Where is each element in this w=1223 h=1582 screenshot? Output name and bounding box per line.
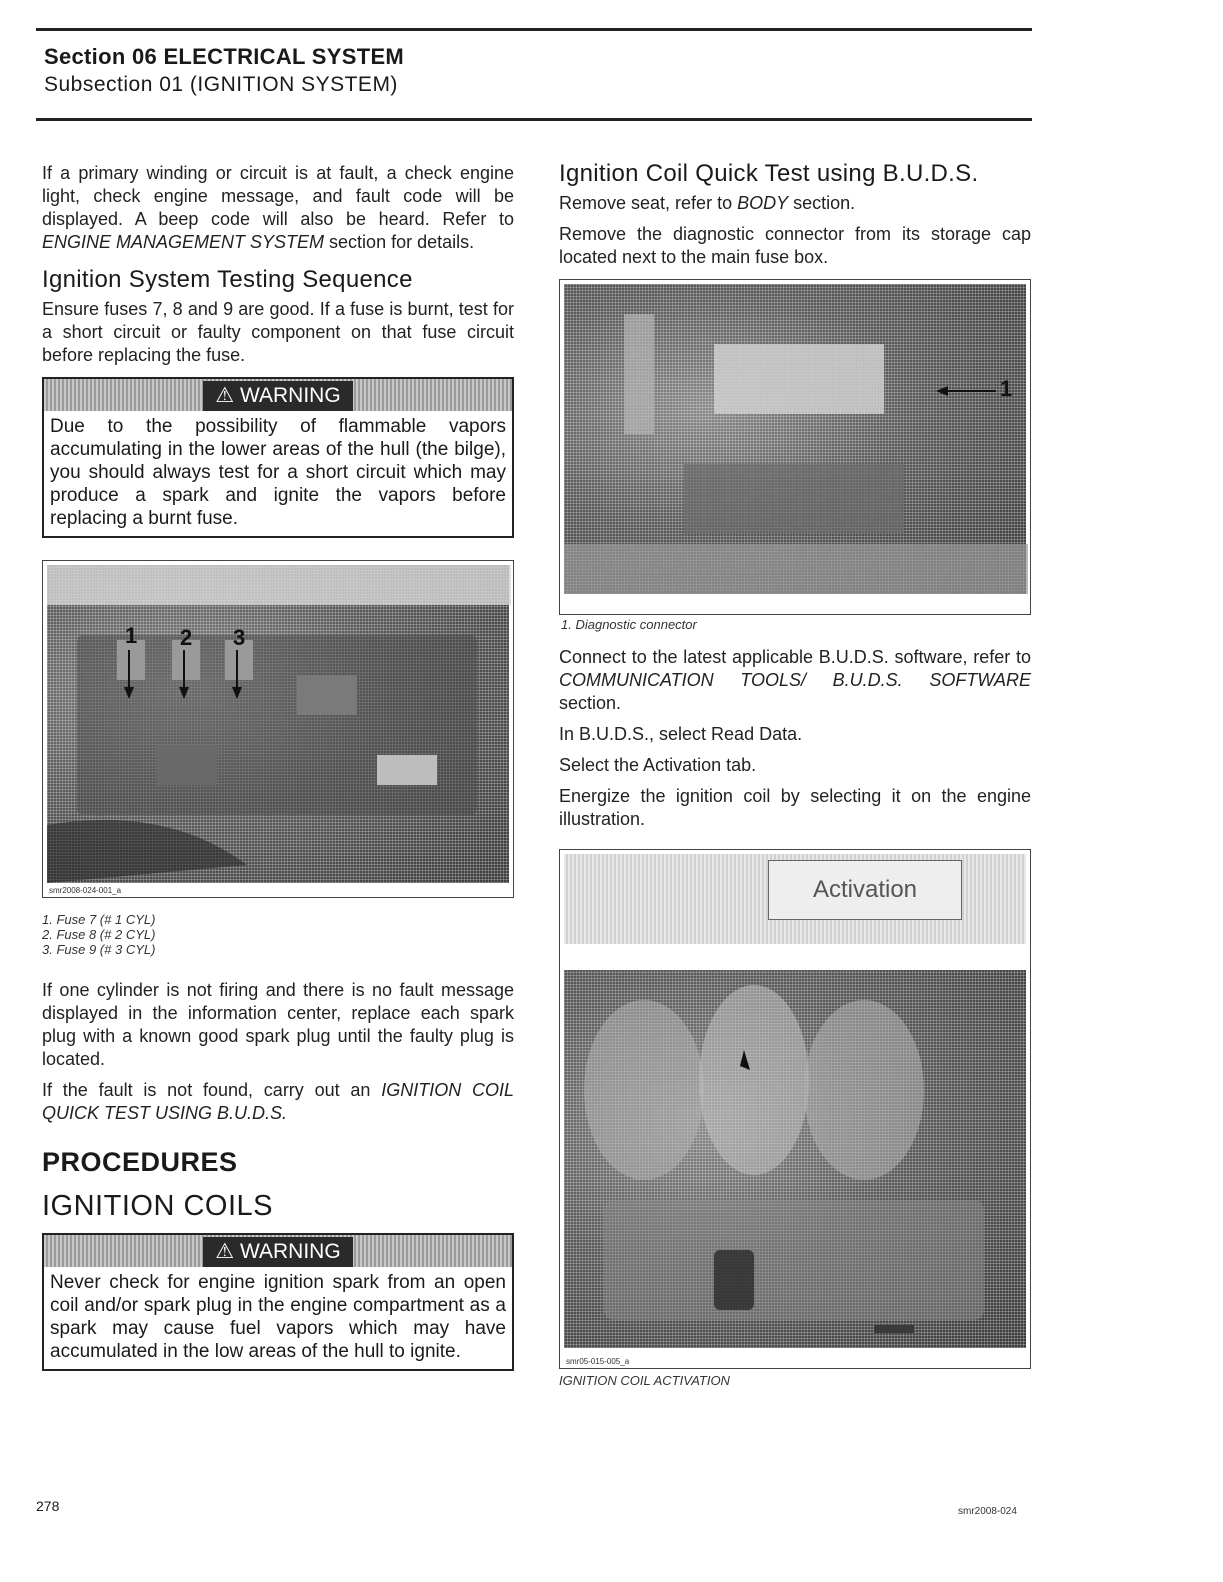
warning-text: Due to the possibility of flammable vapors accumulating in the lower areas of the hull (the bilge), you should always test for a short circuit which may produce a spark and ignite the vapors before replacing a burnt fuse. [50, 416, 506, 529]
figure-fuse-box [42, 560, 514, 898]
intro-paragraph: If a primary winding or circuit is at fault, a check engine light, check engine message, and fault code will be displayed. A beep code will also be heard. Refer to ENGINE MANAGEMENT SYSTEM section for details. [42, 163, 514, 252]
quick-test-heading: Ignition Coil Quick Test using B.U.D.S. [559, 160, 979, 187]
left-column [42, 162, 514, 1393]
figure-code: smr05-015-005_a [566, 1357, 630, 1366]
quick-test-link-text: IGNITION COIL QUICK TEST USING B.U.D.S. [42, 1080, 514, 1123]
warning-label: ⚠ WARNING [203, 381, 352, 411]
warning-header [44, 1235, 512, 1267]
activation-tab-label: Activation [812, 876, 918, 903]
warning-box-flammable [42, 377, 514, 538]
document-code: smr2008-024 [958, 1506, 1017, 1517]
figure-code: smr2008-024-001_a [49, 886, 122, 895]
warning-header [44, 379, 512, 411]
page-number: 278 [36, 1498, 60, 1514]
ignition-coils-heading: IGNITION COILS [42, 1190, 273, 1222]
cylinder-paragraph: If one cylinder is not firing and there is no fault message displayed in the information center, replace each spark plug with a known good spark plug until the faulty plug is located. [42, 980, 514, 1069]
figure-captions [42, 912, 514, 957]
fuse-box-illustration [47, 565, 511, 883]
fuse-paragraph: Ensure fuses 7, 8 and 9 are good. If a fuse is burnt, test for a short circuit or faulty component on that fuse circuit before replacing the fuse. [42, 299, 514, 365]
connector-illustration [564, 284, 1028, 594]
read-data-paragraph: In B.U.D.S., select Read Data. [559, 724, 803, 744]
callout-1: 1 [1000, 376, 1013, 401]
header-rule-bottom [36, 118, 1032, 121]
energize-paragraph: Energize the ignition coil by selecting it on the engine illustration. [559, 786, 1031, 829]
caption-diagnostic-connector: 1. Diagnostic connector [561, 617, 697, 632]
engine-illustration[interactable] [564, 970, 1026, 1348]
buds-toolbar [564, 854, 1026, 944]
testing-sequence-heading: Ignition System Testing Sequence [42, 266, 413, 293]
caption-fuse-9: 3. Fuse 9 (# 3 CYL) [42, 942, 156, 957]
caption-fuse-8: 2. Fuse 8 (# 2 CYL) [42, 927, 156, 942]
fault-paragraph: If the fault is not found, carry out an IGNITION COIL QUICK TEST USING B.U.D.S. [42, 1080, 514, 1123]
section-title: Section 06 ELECTRICAL SYSTEM [44, 44, 405, 69]
body-link-text: BODY [737, 193, 789, 213]
warning-label: ⚠ WARNING [203, 1237, 352, 1267]
seat-paragraph: Remove seat, refer to BODY section. [559, 193, 856, 213]
header-rule-top [36, 28, 1032, 31]
subsection-title: Subsection 01 (IGNITION SYSTEM) [44, 73, 398, 96]
activation-tab-paragraph: Select the Activation tab. [559, 755, 757, 775]
warning-box-spark [42, 1233, 514, 1371]
activation-tab[interactable] [768, 860, 962, 920]
procedures-heading: PROCEDURES [42, 1147, 238, 1177]
connector-paragraph: Remove the diagnostic connector from its storage cap located next to the main fuse box. [559, 224, 1031, 267]
engine-drawing [564, 970, 1028, 1348]
callout-1: 1 [125, 623, 138, 648]
diagnostic-connector-photo [564, 284, 1026, 594]
figure-diagnostic-connector [559, 279, 1031, 615]
caption-ignition-coil-activation: IGNITION COIL ACTIVATION [559, 1373, 730, 1388]
caption-fuse-7: 1. Fuse 7 (# 1 CYL) [42, 912, 156, 927]
fuse-box-photo [47, 565, 509, 883]
communication-tools-link-text: COMMUNICATION TOOLS/ B.U.D.S. SOFTWARE [559, 670, 1031, 690]
engine-management-link-text: ENGINE MANAGEMENT SYSTEM [42, 232, 325, 252]
callout-2: 2 [180, 625, 193, 650]
figure-ignition-coil-activation [559, 849, 1031, 1369]
right-column [559, 160, 1031, 1388]
connect-paragraph: Connect to the latest applicable B.U.D.S. software, refer to COMMUNICATION TOOLS/ B.U.D.S. SOFTWARE section. [559, 647, 1031, 713]
callout-3: 3 [233, 625, 246, 650]
warning-text: Never check for engine ignition spark from an open coil and/or spark plug in the engine compartment as a spark may cause fuel vapors which may have accumulated in the low areas of the hull to ignite. [50, 1272, 506, 1362]
